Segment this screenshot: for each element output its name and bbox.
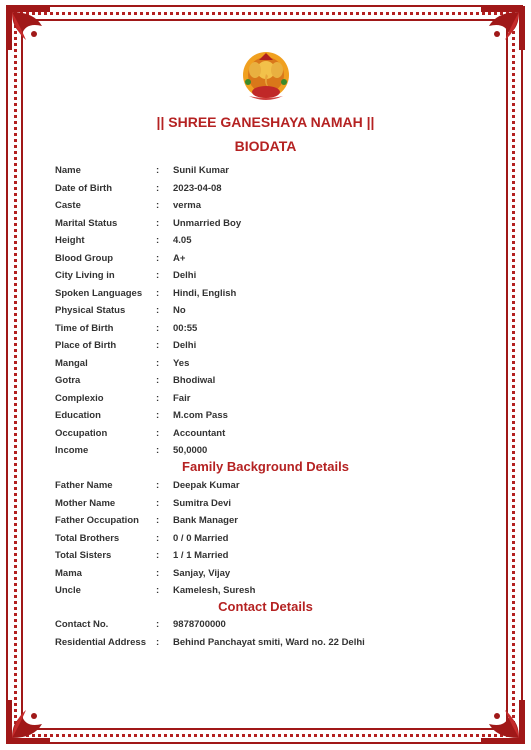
detail-label: Caste [55,200,81,211]
detail-value: Delhi [173,270,197,281]
detail-value: Fair [173,392,191,404]
corner-ornament-top-left [4,4,52,52]
detail-colon: : [156,165,160,176]
detail-label: Physical Status [55,305,126,316]
detail-colon: : [156,585,160,596]
detail-colon: : [156,182,160,194]
detail-value: Bank Manager [173,515,238,526]
detail-value: M.com Pass [173,410,228,421]
detail-colon: : [156,497,160,509]
detail-label: Income [55,445,89,456]
detail-label: Total Brothers [55,532,120,544]
detail-label: Gotra [55,375,81,386]
detail-label: Education [55,410,101,421]
detail-label: Contact No. [55,619,109,630]
detail-value: Unmarried Boy [173,217,242,229]
detail-colon: : [156,375,160,386]
detail-label: Time of Birth [55,322,114,334]
detail-label: Complexio [55,392,104,404]
detail-value: 0 / 0 Married [173,532,229,544]
detail-colon: : [156,445,160,456]
detail-colon: : [156,619,160,630]
detail-label: Occupation [55,427,108,439]
family-section-title: Family Background Details [182,459,349,474]
detail-colon: : [156,235,160,246]
detail-value: A+ [173,252,186,264]
detail-colon: : [156,532,160,544]
detail-label: Mangal [55,357,88,369]
detail-label: Date of Birth [55,182,112,194]
detail-colon: : [156,287,160,299]
detail-colon: : [156,550,160,561]
detail-colon: : [156,357,160,369]
detail-value: Yes [173,357,190,369]
detail-colon: : [156,217,160,229]
detail-label: Father Name [55,480,113,491]
detail-label: Name [55,165,81,176]
detail-colon: : [156,636,160,648]
detail-value: 2023-04-08 [173,182,222,194]
detail-value: Sunil Kumar [173,165,229,176]
detail-label: Total Sisters [55,550,112,561]
detail-label: Mama [55,567,82,579]
detail-label: Place of Birth [55,340,117,351]
detail-value: 9878700000 [173,619,226,630]
detail-value: 00:55 [173,322,198,334]
detail-value: Sanjay, Vijay [173,567,231,579]
detail-label: Height [55,235,85,246]
detail-colon: : [156,340,160,351]
detail-colon: : [156,427,160,439]
detail-colon: : [156,567,160,579]
corner-ornament-bottom-left [4,698,52,746]
detail-label: Mother Name [55,497,116,509]
detail-value: Deepak Kumar [173,480,240,491]
invocation-heading: || SHREE GANESHAYA NAMAH || [156,114,375,130]
detail-value: 50,0000 [173,445,208,456]
detail-value: No [173,305,186,316]
detail-label: Father Occupation [55,515,139,526]
contact-section-title: Contact Details [218,599,313,614]
detail-label: Blood Group [55,252,114,264]
detail-label: Marital Status [55,217,118,229]
detail-value: Behind Panchayat smiti, Ward no. 22 Delhi [173,636,365,648]
detail-label: Residential Address [55,636,146,648]
detail-value: Hindi, English [173,287,237,299]
detail-colon: : [156,392,160,404]
detail-label: Spoken Languages [55,287,143,299]
detail-colon: : [156,410,160,421]
detail-value: Delhi [173,340,197,351]
detail-value: Sumitra Devi [173,497,232,509]
detail-colon: : [156,480,160,491]
detail-colon: : [156,305,160,316]
detail-value: 4.05 [173,235,192,246]
detail-label: City Living in [55,270,115,281]
detail-value: Bhodiwal [173,375,216,386]
ganesha-image [241,50,291,102]
detail-colon: : [156,200,160,211]
detail-colon: : [156,515,160,526]
corner-ornament-top-right [479,4,527,52]
detail-label: Uncle [55,585,81,596]
detail-value: verma [173,200,201,211]
corner-ornament-bottom-right [479,698,527,746]
detail-value: Kamelesh, Suresh [173,585,256,596]
detail-colon: : [156,270,160,281]
detail-value: 1 / 1 Married [173,550,229,561]
detail-colon: : [156,322,160,334]
detail-colon: : [156,252,160,264]
page-title: BIODATA [234,138,297,154]
detail-value: Accountant [173,427,226,439]
